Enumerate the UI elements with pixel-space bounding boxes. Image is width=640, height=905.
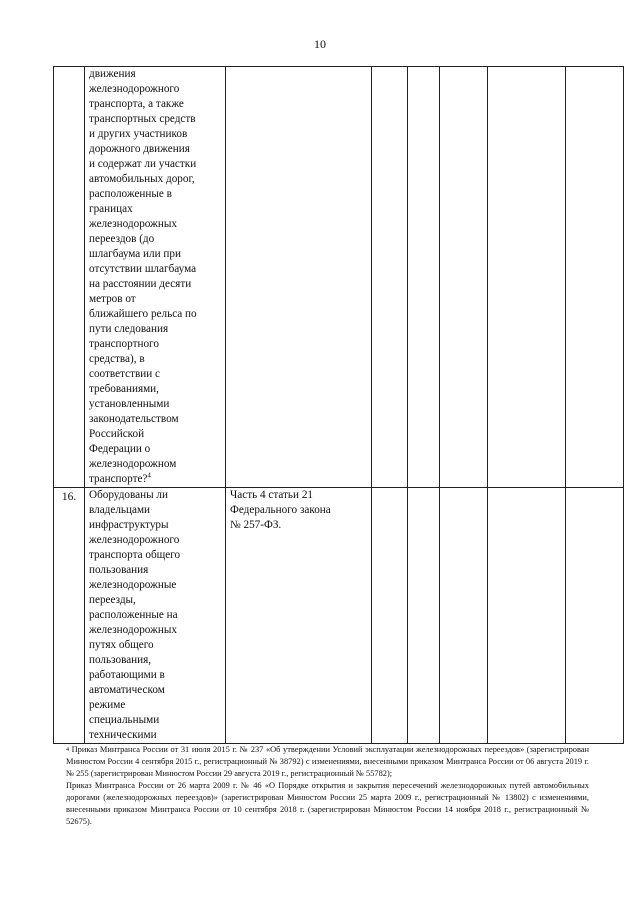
empty-cell: [440, 488, 488, 744]
table-row: [54, 488, 624, 744]
question-cell: [85, 488, 226, 744]
empty-cell: [440, 67, 488, 488]
checklist-table: [53, 66, 624, 744]
empty-cell: [488, 488, 566, 744]
empty-cell: [408, 488, 440, 744]
row-number: 16.: [61, 491, 77, 503]
footnote-4-continued: Приказ Минтранса России от 26 марта 2009 г. № 46 «О Порядке открытия и закрытия пересечений железнодорожных путей автомобильных дорогами (железнодорожных переездов)» (зарегистрирован Минюстом России 25 марта 2009 г., регистрационный № 13802) с изменениями, внесенными приказом Минтранса России от 10 сентября 2018 г. (зарегистрирован Минюстом России 14 ноября 2018 г., регистрационный № 52675).: [66, 781, 589, 826]
footnote-mark: 4: [66, 747, 69, 753]
legal-basis-text: Часть 4 статьи 21 Федерального закона № 257-ФЗ.: [230, 489, 331, 531]
footnotes: [66, 744, 589, 828]
row-number: [54, 67, 84, 70]
question-cell: [85, 67, 226, 488]
row-number-cell: [54, 488, 85, 744]
empty-cell: [488, 67, 566, 488]
legal-basis-cell: [226, 67, 372, 488]
empty-cell: [566, 488, 624, 744]
empty-cell: [372, 67, 408, 488]
empty-cell: [372, 488, 408, 744]
table-row: [54, 67, 624, 488]
empty-cell: [408, 67, 440, 488]
question-text: Оборудованы ли владельцами инфраструктуры железнодорожного транспорта общего пользования железнодорожные переезды, расположенные на железнодорожных путях общего пользования, работающими в автоматическом режиме специальными техническими: [89, 489, 181, 741]
page-number: 10: [314, 37, 326, 51]
footnote-reference: 4: [147, 471, 151, 480]
footnote-4: $^4$ Приказ Минтранса России от 31 июля 2015 г. № 237 «Об утверждении Условий эксплуатации железнодорожных переездов» (зарегистрирован Минюстом России 4 сентября 2015 г., регистрационный № 38792) с изменениями, внесенными приказом Минтранса России от 06 августа 2019 г. № 255 (зарегистрирован Минюстом России 29 августа 2019 г., регистрационный № 55782);: [66, 745, 589, 778]
row-number-cell: [54, 67, 85, 488]
empty-cell: [566, 67, 624, 488]
question-text: движения железнодорожного транспорта, а также транспортных средств и других участников дорожного движения и содержат ли участки автомобильных дорог, расположенные в границах железнодорожных переездов (до шлагбаума или при отсутствии шлагбаума на расстоянии десяти метров от ближайшего рельса по пути следования транспортного средства), в соответствии с требованиями, установленными законодательством Российской Федерации о железнодорожном транспорте?$^4$: [89, 68, 197, 485]
legal-basis-cell: [226, 488, 372, 744]
